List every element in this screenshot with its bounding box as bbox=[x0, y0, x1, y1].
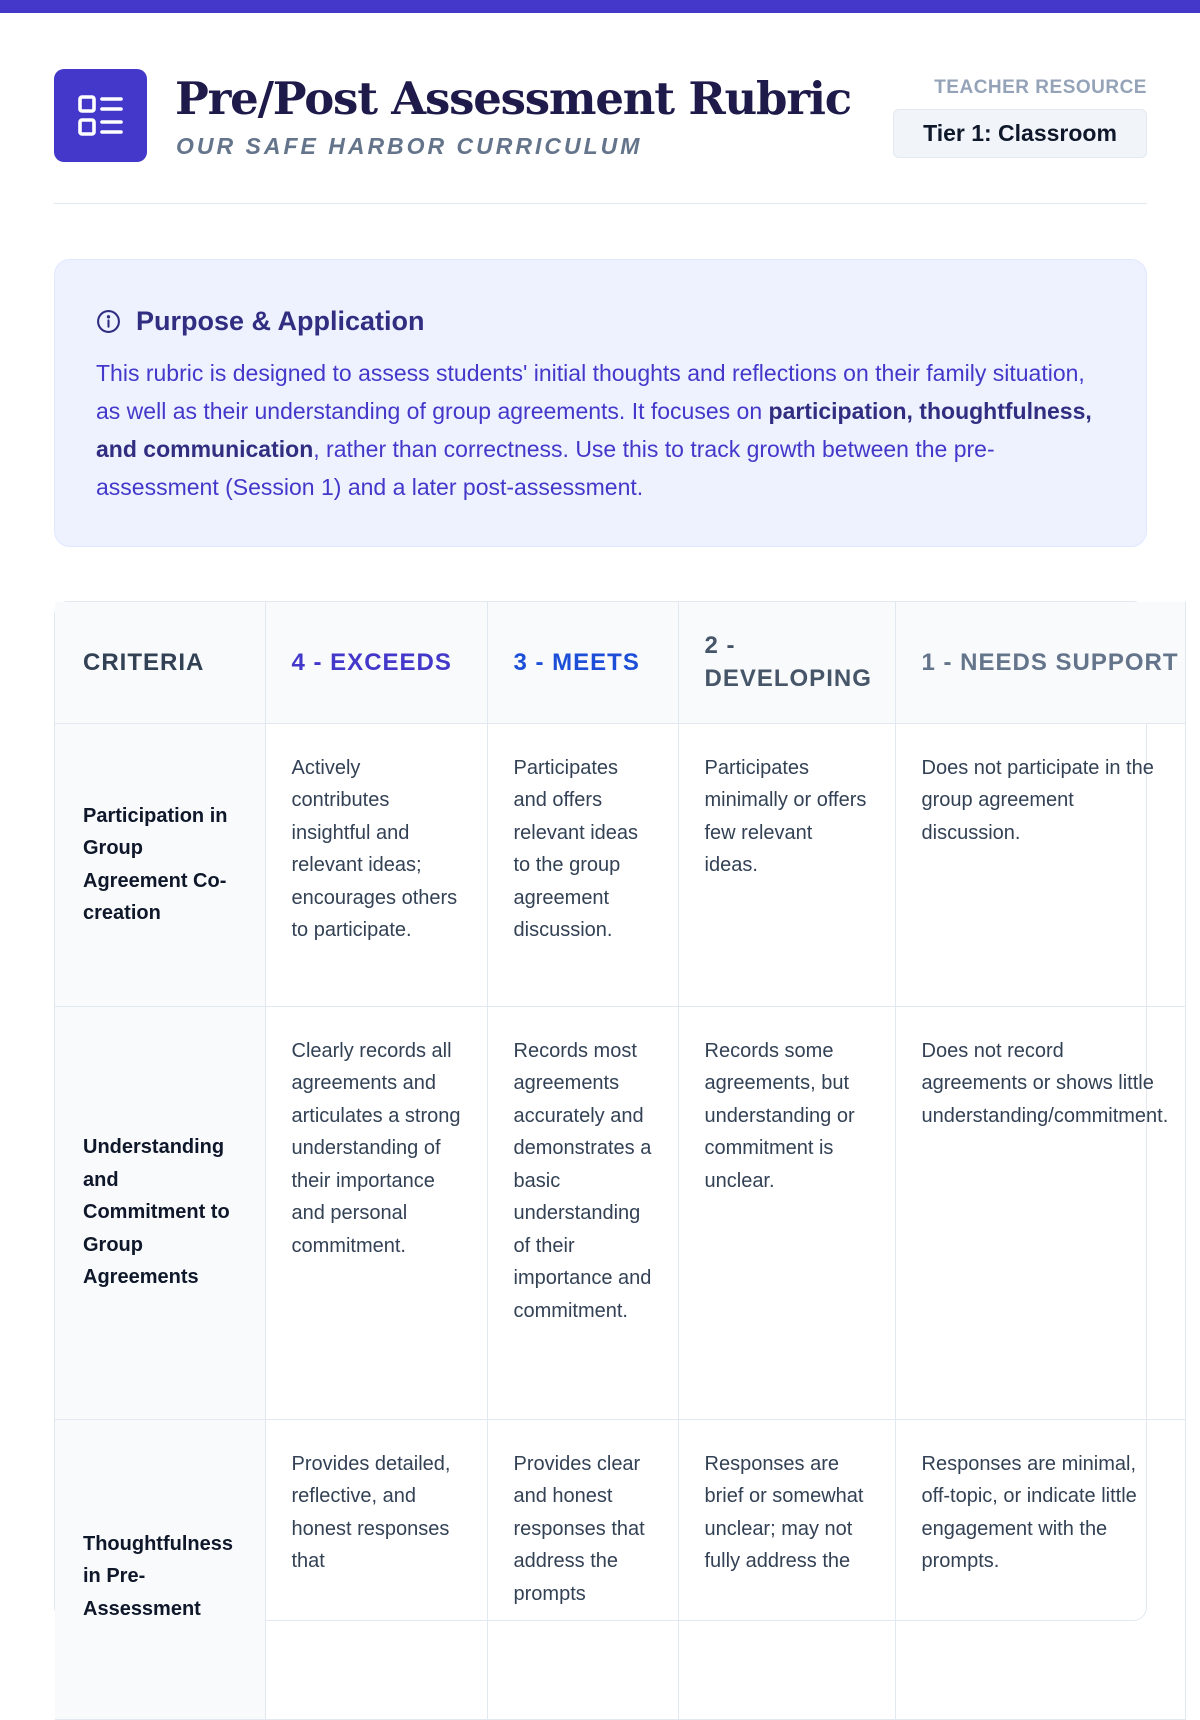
needs-support-cell: Does not record agreements or shows little understanding/commitment. bbox=[895, 1006, 1185, 1419]
purpose-text-end: , rather than correctness. Use this to track growth between the pre-assessment (Session 1) and a later post-assessment. bbox=[96, 436, 995, 500]
table-row bbox=[55, 1419, 1185, 1719]
column-header-needs-support: 1 - NEEDS SUPPORT bbox=[895, 602, 1185, 723]
list-icon bbox=[77, 92, 124, 139]
tier-badge: Tier 1: Classroom bbox=[893, 109, 1147, 158]
criteria-cell: Understanding and Commitment to Group Agreements bbox=[55, 1006, 265, 1419]
meets-cell: Records most agreements accurately and demonstrates a basic understanding of their importance and commitment. bbox=[487, 1006, 678, 1419]
resource-label: TEACHER RESOURCE bbox=[934, 77, 1147, 98]
needs-support-cell: Responses are minimal, off-topic, or indicate little engagement with the prompts. bbox=[895, 1419, 1185, 1719]
page-header bbox=[54, 69, 1147, 162]
purpose-text bbox=[96, 354, 1106, 506]
needs-support-cell: Does not participate in the group agreement discussion. bbox=[895, 723, 1185, 1006]
exceeds-cell: Provides detailed, reflective, and honest responses that bbox=[265, 1419, 487, 1719]
info-icon bbox=[96, 309, 121, 334]
top-accent-bar bbox=[0, 0, 1200, 13]
rubric-table-container[interactable] bbox=[54, 601, 1179, 1621]
logo bbox=[54, 69, 147, 162]
exceeds-cell: Actively contributes insightful and relevant ideas; encourages others to participate. bbox=[265, 723, 487, 1006]
table-row bbox=[55, 723, 1185, 1006]
developing-cell: Records some agreements, but understanding or commitment is unclear. bbox=[678, 1006, 895, 1419]
criteria-cell: Participation in Group Agreement Co-creation bbox=[55, 723, 265, 1006]
header-divider bbox=[54, 203, 1147, 204]
rubric-table bbox=[55, 602, 1186, 1720]
column-header-meets: 3 - MEETS bbox=[487, 602, 678, 723]
purpose-text-start: This rubric is designed to assess students' initial thoughts and reflections on their family situation, as well as their understanding of group agreements. It focuses on bbox=[96, 360, 1085, 424]
purpose-text-emphasis: participation, thoughtfulness, and communication bbox=[96, 398, 1092, 462]
purpose-title: Purpose & Application bbox=[136, 306, 425, 336]
meets-cell: Participates and offers relevant ideas to the group agreement discussion. bbox=[487, 723, 678, 1006]
purpose-panel bbox=[54, 259, 1147, 547]
page-subtitle: OUR SAFE HARBOR CURRICULUM bbox=[176, 133, 643, 159]
developing-cell: Responses are brief or somewhat unclear; may not fully address the bbox=[678, 1419, 895, 1719]
table-header-row bbox=[55, 602, 1185, 723]
developing-cell: Participates minimally or offers few relevant ideas. bbox=[678, 723, 895, 1006]
criteria-cell: Thoughtfulness in Pre-Assessment bbox=[55, 1419, 265, 1719]
column-header-criteria: CRITERIA bbox=[55, 602, 265, 723]
table-row bbox=[55, 1006, 1185, 1419]
page-title: Pre/Post Assessment Rubric bbox=[175, 72, 851, 125]
exceeds-cell: Clearly records all agreements and articulates a strong understanding of their importance and personal commitment. bbox=[265, 1006, 487, 1419]
column-header-developing: 2 - DEVELOPING bbox=[678, 602, 895, 723]
column-header-exceeds: 4 - EXCEEDS bbox=[265, 602, 487, 723]
meets-cell: Provides clear and honest responses that address the prompts bbox=[487, 1419, 678, 1719]
